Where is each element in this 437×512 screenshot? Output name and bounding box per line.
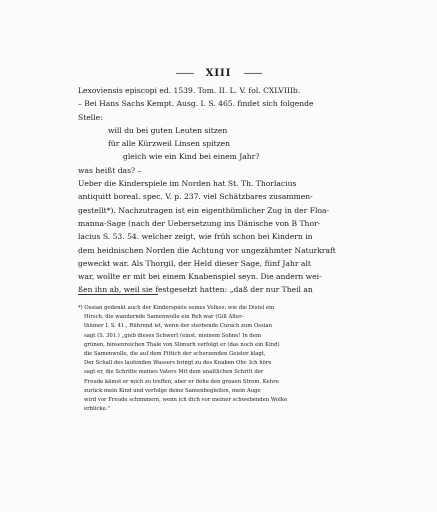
page-number: XIII bbox=[205, 68, 232, 79]
footnote bbox=[78, 304, 378, 414]
footnote-line: die Samenwolle, die auf dem Fittich der scherzenden Geister klagt, bbox=[84, 350, 266, 357]
main-text bbox=[78, 84, 378, 297]
footnote-line: Der Schall des laufenden Wassers bringt zu des Knaben Ohr. Ich höre bbox=[84, 360, 272, 367]
text-line: – Bei Hans Sachs Kempt. Ausg. I. S. 465. findet sich folgende bbox=[78, 99, 314, 109]
text-line: war, wollte er mit bei einem Knabenspiel seyn. Die andern wei- bbox=[78, 272, 322, 282]
footnote-line: sagt er, die Schritte meines Vaters Mit dem unaltlichen Schritt der bbox=[84, 369, 264, 376]
text-line: Stelle: bbox=[78, 112, 103, 122]
verse-line: will du bei guten Leuten sitzen bbox=[108, 125, 228, 135]
footnote-line: zurück mein Kind und verfolge deine Samenbegleiten, mein Auge bbox=[84, 387, 261, 394]
text-line: Ueber die Kinderspiele im Norden hat St. Th. Thorlacius bbox=[78, 179, 297, 189]
footnote-line: grünen, binsenreichen Thale von Slimurh verfolgt er (das noch ein Kind) bbox=[84, 341, 280, 348]
footnote-line: *) Ossian gedenkt auch der Kinderspiele seines Volkes: wie die Distel ein bbox=[78, 305, 275, 311]
text-line: Lexoviensis episcopi ed. 1539. Tom. II. L. V. fol. CXLVIIIb. bbox=[78, 86, 301, 95]
header-right-rule: —— bbox=[243, 68, 262, 79]
text-line: gestellt*). Nachzutragen ist ein eigenthümlicher Zug in der Floa- bbox=[78, 205, 330, 215]
footnote-line: thümer I. S. 41., Rührend ist, wenn der sterbende Curach zum Ossian bbox=[84, 323, 272, 330]
footnote-line: sagt (S. 301.) „gieb dieses Schwert (einst, meinem Sohne! In dem bbox=[84, 332, 261, 339]
text-line: was heißt das? – bbox=[78, 165, 142, 175]
verse-line: für alle Kürzweil Linsen spitzen bbox=[108, 139, 231, 149]
verse-line: gleich wie ein Kind bei einem Jahr? bbox=[123, 152, 260, 162]
text-line: manna-Sage (nach der Uebersetzung ins Dänische von B Thor- bbox=[78, 218, 321, 228]
page-header bbox=[0, 68, 437, 79]
footnote-line: erblicke." bbox=[84, 406, 110, 413]
text-line: dem heidnischen Norden die Achtung vor ungezähmter Naturkraft bbox=[78, 245, 336, 255]
footnote-line: wird vor Freude schimmern, wenn ich dich vor meiner schwebenden Wolke bbox=[84, 396, 288, 403]
header-left-rule: —— bbox=[175, 68, 194, 79]
text-line: ßen ihn ab, weil sie festgesetzt hatten: „daß der nur Theil an bbox=[78, 285, 313, 295]
text-line: lacius S. 53. 54. welcher zeigt, wie früh schon bei Kindern in bbox=[78, 232, 313, 242]
footnote-divider bbox=[78, 294, 158, 295]
text-line: geweckt war. Als Thorgil, der Held dieser Sage, fünf Jahr alt bbox=[78, 258, 311, 268]
footnote-line: Hirsch, die wandernde Samenwolle ein Reh war (Gill Alter- bbox=[84, 314, 244, 321]
footnote-line: Freude kämst er mich zu treffen, aber er fiehe den grauen Strom. Kehre bbox=[84, 378, 279, 385]
text-line: antiquitt boreal. spec. V. p. 237. viel Schätzbares zusammen- bbox=[78, 192, 313, 202]
